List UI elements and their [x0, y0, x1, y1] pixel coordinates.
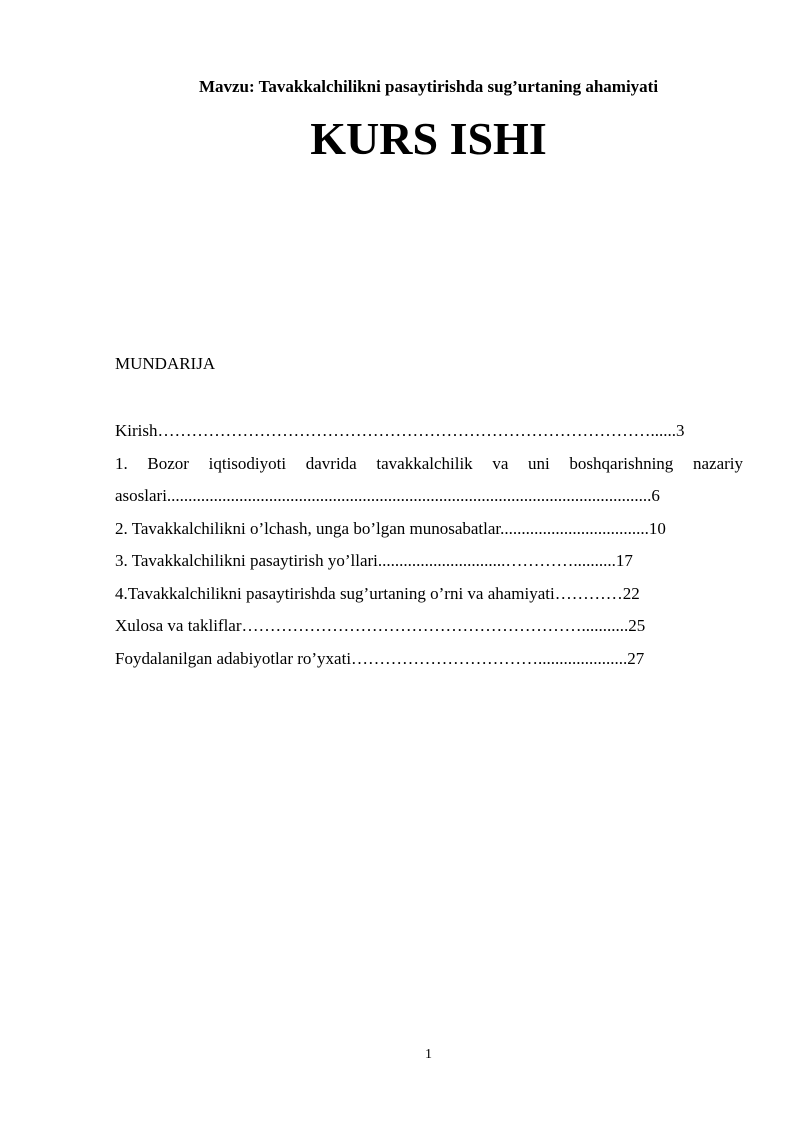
- table-of-contents: [115, 418, 743, 678]
- page-title: KURS ISHI: [310, 113, 547, 164]
- toc-entry-chapter-1-continued: asoslari..................................................................................................................6: [115, 486, 660, 505]
- toc-entry-chapter-4: 4.Tavakkalchilikni pasaytirishda sug’urtaning o’rni va ahamiyati…………22: [115, 583, 640, 603]
- toc-entry-conclusion: Xulosa va takliflar……………………………………………………...........25: [115, 616, 646, 635]
- topic-line: Mavzu: Tavakkalchilikni pasaytirishda sug’urtaning ahamiyati: [198, 77, 659, 96]
- toc-heading: MUNDARIJA: [115, 354, 216, 373]
- toc-entry-references: Foydalanilgan adabiyotlar ro’yxati…………………………….....................27: [115, 648, 645, 668]
- toc-entry-chapter-2: 2. Tavakkalchilikni o’lchash, unga bo’lgan munosabatlar...................................10: [115, 518, 666, 538]
- toc-entry-chapter-1: 1. Bozor iqtisodiyoti davrida tavakkalchilik va uni boshqarishning nazariy: [115, 453, 743, 473]
- toc-entry-introduction: Kirish……………………………………………………………………………......3: [115, 421, 685, 440]
- page-number: 1: [425, 1047, 432, 1062]
- toc-entry-chapter-3: 3. Tavakkalchilikni pasaytirish yo’llari..............................…………..........17: [115, 551, 633, 570]
